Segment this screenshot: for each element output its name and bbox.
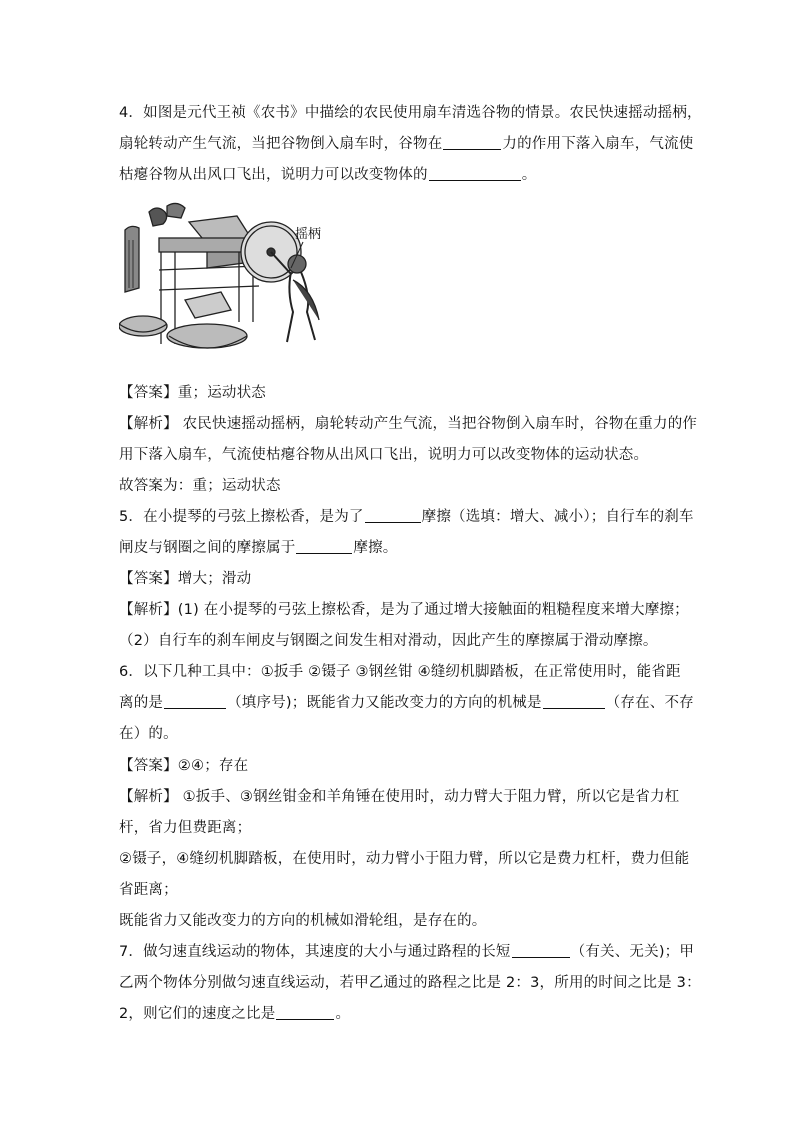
- q4-blank-2: [429, 166, 521, 181]
- q7-line-3: [119, 1003, 350, 1025]
- winnowing-machine-illustration: [119, 200, 339, 352]
- q6-line-1: 6．以下几种工具中：①扳手 ②镊子 ③钢丝钳 ④缝纫机脚踏板，在正常使用时，能省距: [119, 664, 681, 680]
- q6-line-2: [119, 692, 694, 714]
- q4-line-1: 4．如图是元代王祯《农书》中描绘的农民使用扇车清选谷物的情景。农民快速摇动摇柄，: [119, 105, 702, 121]
- q4-analysis-line-1: 【解析】 农民快速摇动摇柄，扇轮转动产生气流，当把谷物倒入扇车时，谷物在重力的作: [119, 416, 698, 432]
- q5-analysis-line-2: （2）自行车的刹车闸皮与钢圈之间发生相对滑动，因此产生的摩擦属于滑动摩擦。: [119, 633, 658, 649]
- q5-blank-2: [296, 539, 352, 554]
- q4-line-3-text-b: 。: [521, 167, 537, 183]
- q5-line-1: [119, 506, 694, 528]
- q7-line-1-text-a: 7．做匀速直线运动的物体，其速度的大小与通过路程的长短: [119, 944, 511, 960]
- q7-line-3-text-b: 。: [335, 1006, 351, 1022]
- q6-blank-2: [543, 694, 605, 709]
- q7-line-2: 乙两个物体分别做匀速直线运动，若甲乙通过的路程之比是 2：3，所用的时间之比是 3：: [119, 975, 701, 991]
- q6-line-2-text-c: （存在、不存: [605, 695, 694, 711]
- q4-line-2-text-b: 力的作用下落入扇车，气流使: [502, 136, 694, 152]
- q6-analysis-line-4: 省距离；: [119, 882, 178, 898]
- q4-line-2-text-a: 扇轮转动产生气流，当把谷物倒入扇车时，谷物在: [119, 136, 443, 152]
- q5-line-1-text-b: 摩擦（选填：增大、减小）；自行车的刹车: [421, 509, 694, 525]
- q6-line-2-text-b: （填序号)；既能省力又能改变力的方向的机械是: [227, 695, 542, 711]
- q4-analysis-line-2: 用下落入扇车，气流使枯瘪谷物从出风口飞出，说明力可以改变物体的运动状态。: [119, 447, 649, 463]
- crank-label: 摇柄: [295, 227, 322, 242]
- q6-analysis-line-3: ②镊子，④缝纫机脚踏板，在使用时，动力臂小于阻力臂，所以它是费力杠杆，费力但能: [119, 851, 690, 867]
- q7-line-3-text-a: 2，则它们的速度之比是: [119, 1006, 276, 1022]
- q6-analysis-line-1: 【解析】 ①扳手、③钢丝钳金和羊角锤在使用时，动力臂大于阻力臂，所以它是省力杠: [119, 789, 680, 805]
- q4-blank-1: [443, 135, 501, 150]
- q6-answer: 【答案】②④；存在: [119, 758, 249, 774]
- q5-answer: 【答案】增大；滑动: [119, 571, 252, 587]
- q4-line-3-text-a: 枯瘪谷物从出风口飞出，说明力可以改变物体的: [119, 167, 428, 183]
- q4-line-2: [119, 133, 694, 155]
- q5-line-2-text-a: 闸皮与钢圈之间的摩擦属于: [119, 540, 296, 556]
- q5-line-2-text-b: 摩擦。: [353, 540, 398, 556]
- q5-line-2: [119, 537, 398, 559]
- q6-analysis-line-5: 既能省力又能改变力的方向的机械如滑轮组，是存在的。: [119, 913, 487, 929]
- q4-answer: 【答案】重；运动状态: [119, 385, 266, 401]
- q5-line-1-text-a: 5．在小提琴的弓弦上擦松香，是为了: [119, 509, 364, 525]
- q6-line-3: 在）的。: [119, 726, 178, 742]
- winnowing-machine-drawing: [119, 200, 339, 352]
- q4-conclusion: 故答案为：重；运动状态: [119, 478, 281, 494]
- q7-line-1: [119, 941, 694, 963]
- q7-blank-1b: [276, 1005, 334, 1020]
- q5-blank-1: [365, 508, 421, 523]
- q5-analysis-line-1: 【解析】(1) 在小提琴的弓弦上擦松香，是为了通过增大接触面的粗糙程度来增大摩擦；: [119, 602, 689, 618]
- q4-line-3: [119, 164, 536, 186]
- q6-blank-1: [164, 694, 226, 709]
- q6-analysis-line-2: 杆，省力但费距离；: [119, 820, 252, 836]
- q6-line-2-text-a: 离的是: [119, 695, 164, 711]
- q7-blank-1: [512, 943, 570, 958]
- q7-line-1-text-b: （有关、无关)；甲: [570, 944, 695, 960]
